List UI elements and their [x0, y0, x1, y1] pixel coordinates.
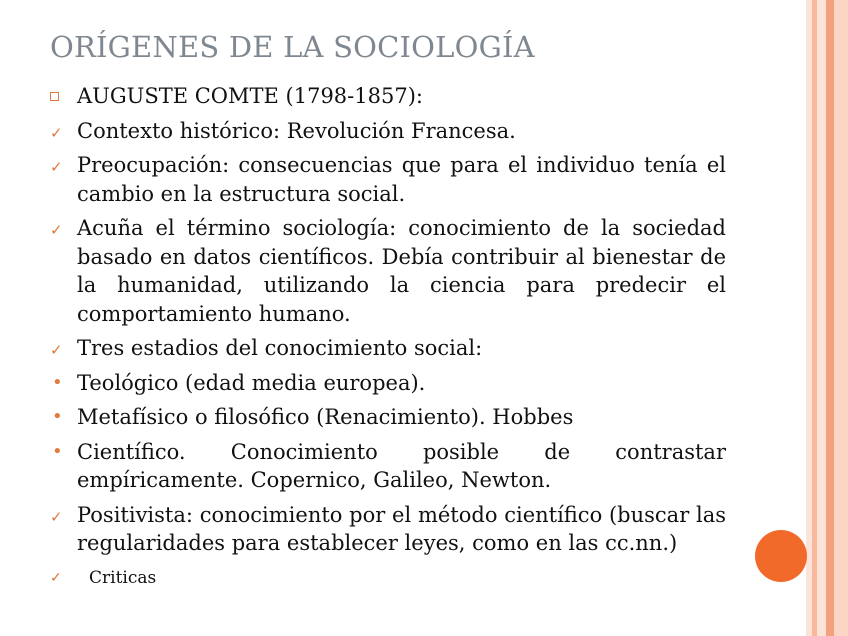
list-item-text: AUGUSTE COMTE (1798-1857): [77, 84, 423, 108]
list-item-text: Científico. Conocimiento posible de contrastar empíricamente. Copernico, Galileo, Newton. [77, 439, 726, 492]
list-item [50, 438, 726, 495]
list-item [50, 501, 726, 558]
list-item-text: Acuña el término sociología: conocimiento de la sociedad basado en datos científicos. Debía contribuir al bienestar de la humanidad, utilizando la ciencia para predecir el comportamiento humano. [77, 216, 726, 326]
square-bullet-icon [50, 92, 59, 101]
decorative-stripe [817, 0, 826, 636]
checkmark-icon: ✓ [50, 158, 63, 176]
list-item [50, 82, 726, 111]
list-item [50, 403, 726, 432]
list-item-text: Tres estadios del conocimiento social: [77, 336, 483, 360]
slide-title: ORÍGENES DE LA SOCIOLOGÍA [50, 30, 535, 64]
dot-bullet-icon: • [52, 406, 63, 427]
dot-bullet-icon: • [52, 440, 63, 462]
list-item [50, 117, 726, 146]
checkmark-icon: ✓ [50, 507, 63, 526]
list-item [50, 564, 726, 593]
list-item-text: Teológico (edad media europea). [77, 370, 426, 395]
list-item-text: Criticas [89, 567, 157, 588]
checkmark-icon: ✓ [50, 341, 63, 359]
list-item-text: Preocupación: consecuencias que para el individuo tenía el cambio en la estructura social. [77, 153, 726, 206]
list-item-text: Contexto histórico: Revolución Francesa. [77, 118, 516, 143]
decorative-circle [755, 530, 807, 582]
list-item [50, 151, 726, 208]
checkmark-icon: ✓ [50, 569, 62, 586]
checkmark-icon: ✓ [50, 123, 63, 142]
decorative-stripe [834, 0, 848, 636]
list-item-text: Positivista: conocimiento por el método científico (buscar las regularidades para establecer leyes, como en las cc.nn.) [77, 502, 726, 555]
checkmark-icon: ✓ [50, 221, 63, 239]
dot-bullet-icon: • [52, 371, 63, 393]
slide-content [50, 82, 726, 598]
decorative-stripe [826, 0, 834, 636]
list-item [50, 369, 726, 398]
list-item-text: Metafísico o filosófico (Renacimiento). Hobbes [77, 405, 574, 429]
list-item [50, 214, 726, 328]
list-item [50, 334, 726, 363]
